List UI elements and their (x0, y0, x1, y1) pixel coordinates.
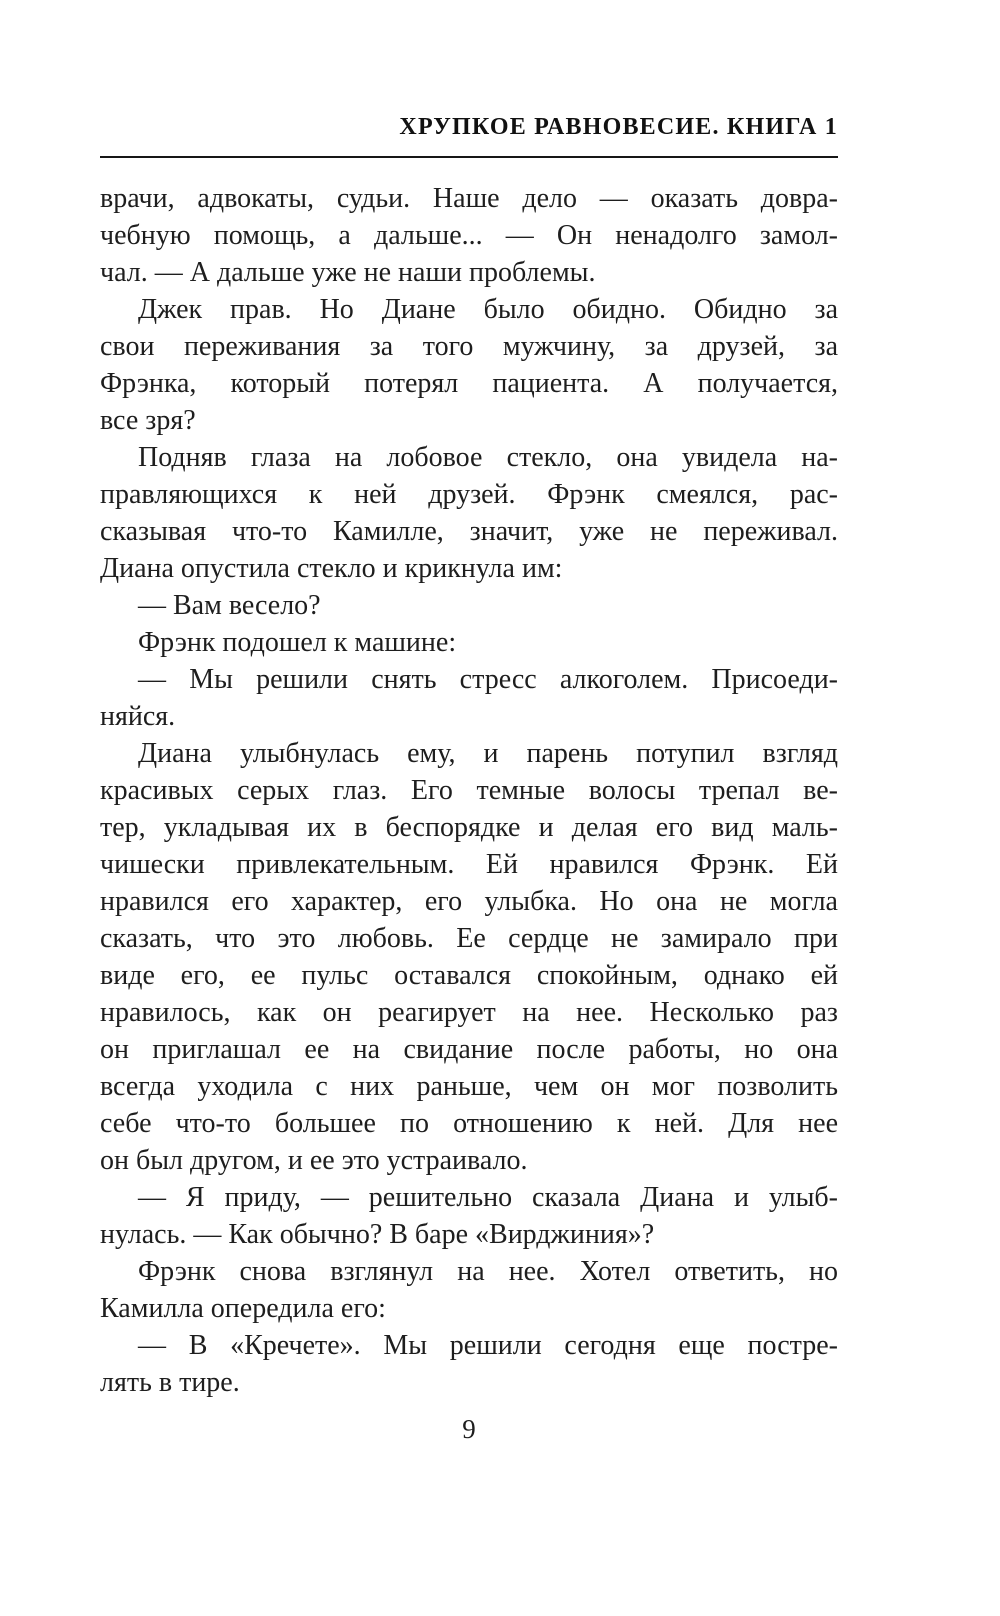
text-line: Фрэнка, который потерял пациента. А получается, (100, 368, 838, 399)
text-line: чишески привлекательным. Ей нравился Фрэнк. Ей (100, 849, 838, 880)
body-text (100, 180, 838, 1401)
text-line: — В «Кречете». Мы решили сегодня еще постре- (138, 1330, 838, 1361)
text-line: Подняв глаза на лобовое стекло, она увидела на- (138, 442, 838, 473)
running-header: ХРУПКОЕ РАВНОВЕСИЕ. КНИГА 1 (399, 114, 838, 140)
paragraph (100, 439, 838, 587)
text-line: сказывая что-то Камилле, значит, уже не переживал. (100, 516, 838, 547)
text-line: себе что-то большее по отношению к ней. Для нее (100, 1108, 838, 1139)
text-line: няйся. (100, 701, 176, 732)
text-line: он приглашал ее на свидание после работы, но она (100, 1034, 838, 1065)
paragraph (100, 1179, 838, 1253)
text-line: врачи, адвокаты, судьи. Наше дело — оказать довра- (100, 183, 838, 214)
text-line: все зря? (100, 405, 196, 436)
text-line: — Я приду, — решительно сказала Диана и улыб- (138, 1182, 838, 1213)
text-line: Фрэнк подошел к машине: (138, 627, 457, 658)
header-rule (100, 156, 838, 158)
text-line: чебную помощь, а дальше... — Он ненадолго замол- (100, 220, 838, 251)
paragraph (100, 735, 838, 1179)
text-line: он был другом, и ее это устраивало. (100, 1145, 528, 1176)
text-line: виде его, ее пульс оставался спокойным, однако ей (100, 960, 838, 991)
text-line: свои переживания за того мужчину, за друзей, за (100, 331, 838, 362)
page-number: 9 (462, 1414, 476, 1444)
text-line: Камилла опередила его: (100, 1293, 386, 1324)
paragraph (100, 291, 838, 439)
text-line: Диана опустила стекло и крикнула им: (100, 553, 563, 584)
text-line: — Вам весело? (138, 590, 321, 621)
text-line: — Мы решили снять стресс алкоголем. Присоеди- (138, 664, 838, 695)
text-line: нулась. — Как обычно? В баре «Вирджиния»? (100, 1219, 655, 1250)
paragraph (100, 661, 838, 735)
text-line: красивых серых глаз. Его темные волосы трепал ве- (100, 775, 838, 806)
text-line: нравилось, как он реагирует на нее. Несколько раз (100, 997, 838, 1028)
text-line: Джек прав. Но Диане было обидно. Обидно за (138, 294, 838, 325)
text-line: сказать, что это любовь. Ее сердце не замирало при (100, 923, 838, 954)
text-line: чал. — А дальше уже не наши проблемы. (100, 257, 596, 288)
text-line: тер, укладывая их в беспорядке и делая его вид маль- (100, 812, 838, 843)
paragraph (100, 180, 838, 291)
text-line: лять в тире. (100, 1367, 240, 1398)
text-line: нравился его характер, его улыбка. Но она не могла (100, 886, 838, 917)
paragraph (100, 1327, 838, 1401)
paragraph (100, 587, 838, 624)
paragraph (100, 624, 838, 661)
text-line: правляющихся к ней друзей. Фрэнк смеялся, рас- (100, 479, 838, 510)
text-line: Диана улыбнулась ему, и парень потупил взгляд (138, 738, 838, 769)
text-line: Фрэнк снова взглянул на нее. Хотел ответить, но (138, 1256, 838, 1287)
paragraph (100, 1253, 838, 1327)
text-line: всегда уходила с них раньше, чем он мог позволить (100, 1071, 838, 1102)
